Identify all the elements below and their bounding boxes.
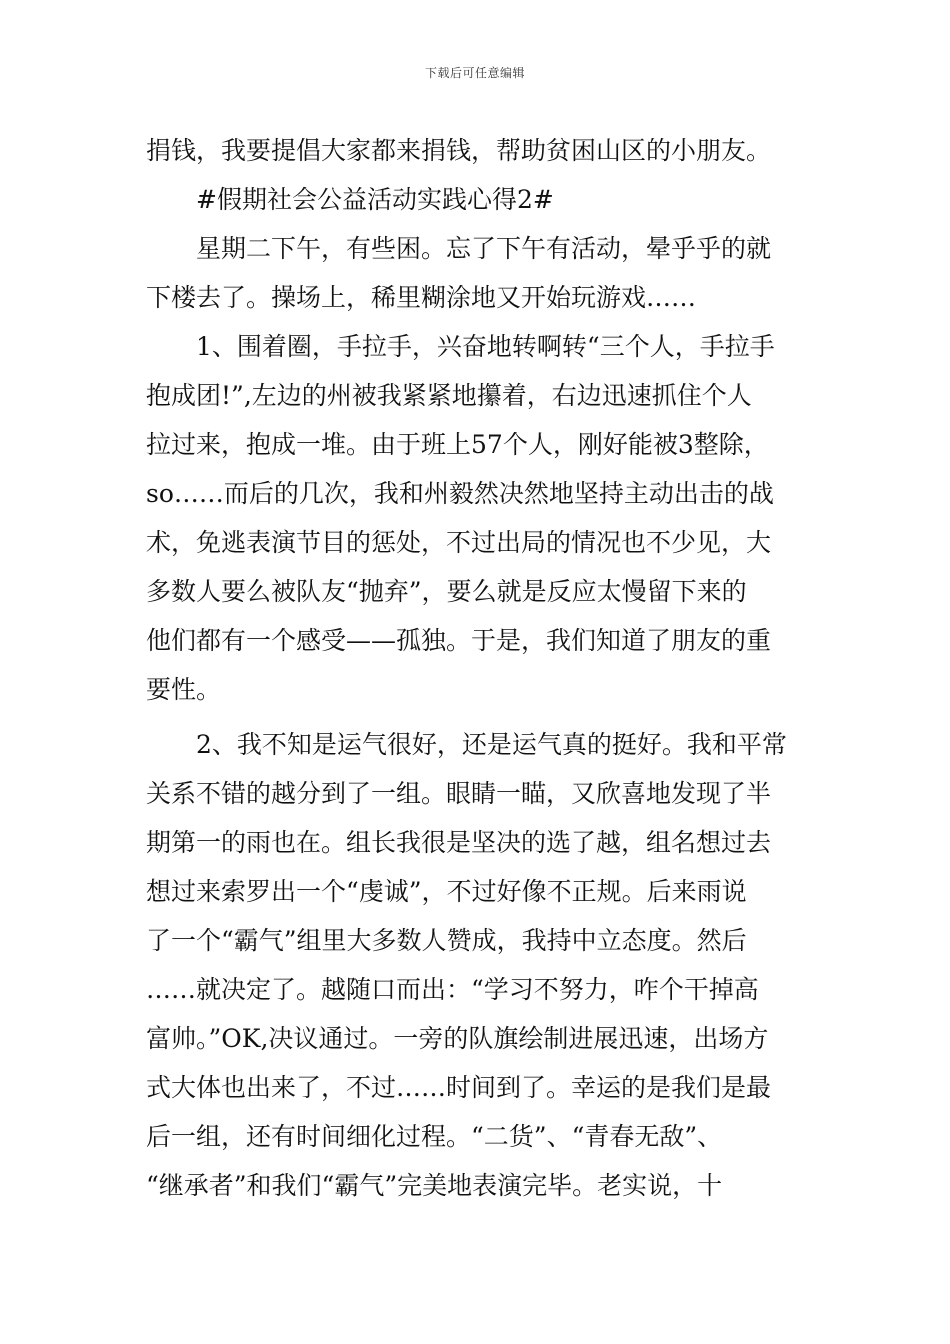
text-line: 关系不错的越分到了一组。眼睛一瞄，又欣喜地发现了半 xyxy=(146,779,772,808)
text-line: 后一组，还有时间细化过程。“二货”、“青春无敌”、 xyxy=(146,1122,723,1151)
text-line: 想过来索罗出一个“虔诚”，不过好像不正规。后来雨说 xyxy=(146,877,747,906)
text-line: so……而后的几次，我和州毅然决然地坚持主动出击的战 xyxy=(146,479,774,508)
text-line: 2、我不知是运气很好，还是运气真的挺好。我和平常 xyxy=(196,730,787,759)
text-line: 富帅。”OK,决议通过。一旁的队旗绘制进展迅速，出场方 xyxy=(146,1024,769,1053)
text-line: 多数人要么被队友“抛弃”，要么就是反应太慢留下来的 xyxy=(146,577,747,606)
text-line: 星期二下午，有些困。忘了下午有活动，晕乎乎的就 xyxy=(196,234,772,263)
text-line: 了一个“霸气”组里大多数人赞成，我持中立态度。然后 xyxy=(146,926,747,955)
text-line: 1、围着圈，手拉手，兴奋地转啊转“三个人，手拉手 xyxy=(196,332,775,361)
text-line: 抱成团!”,左边的州被我紧紧地攥着，右边迅速抓住个人 xyxy=(146,381,752,410)
text-line: 式大体也出来了，不过……时间到了。幸运的是我们是最 xyxy=(146,1073,772,1102)
text-line: “继承者”和我们“霸气”完美地表演完毕。老实说，十 xyxy=(146,1171,723,1200)
section-heading: #假期社会公益活动实践心得2# xyxy=(196,185,554,214)
text-line: 术，免逃表演节目的惩处，不过出局的情况也不少见，大 xyxy=(146,528,772,557)
text-line: 期第一的雨也在。组长我很是坚决的选了越，组名想过去 xyxy=(146,828,772,857)
text-line: 他们都有一个感受——孤独。于是，我们知道了朋友的重 xyxy=(146,626,772,655)
text-line: 要性。 xyxy=(146,675,222,704)
text-line: ……就决定了。越随口而出：“学习不努力，咋个干掉高 xyxy=(146,975,759,1004)
text-line: 下楼去了。操场上，稀里糊涂地又开始玩游戏…… xyxy=(146,283,697,312)
text-line: 拉过来，抱成一堆。由于班上57个人，刚好能被3整除， xyxy=(146,430,769,459)
text-line: 捐钱，我要提倡大家都来捐钱，帮助贫困山区的小朋友。 xyxy=(146,136,772,165)
page-header: 下载后可任意编辑 xyxy=(424,66,525,80)
document-body xyxy=(146,126,806,1210)
